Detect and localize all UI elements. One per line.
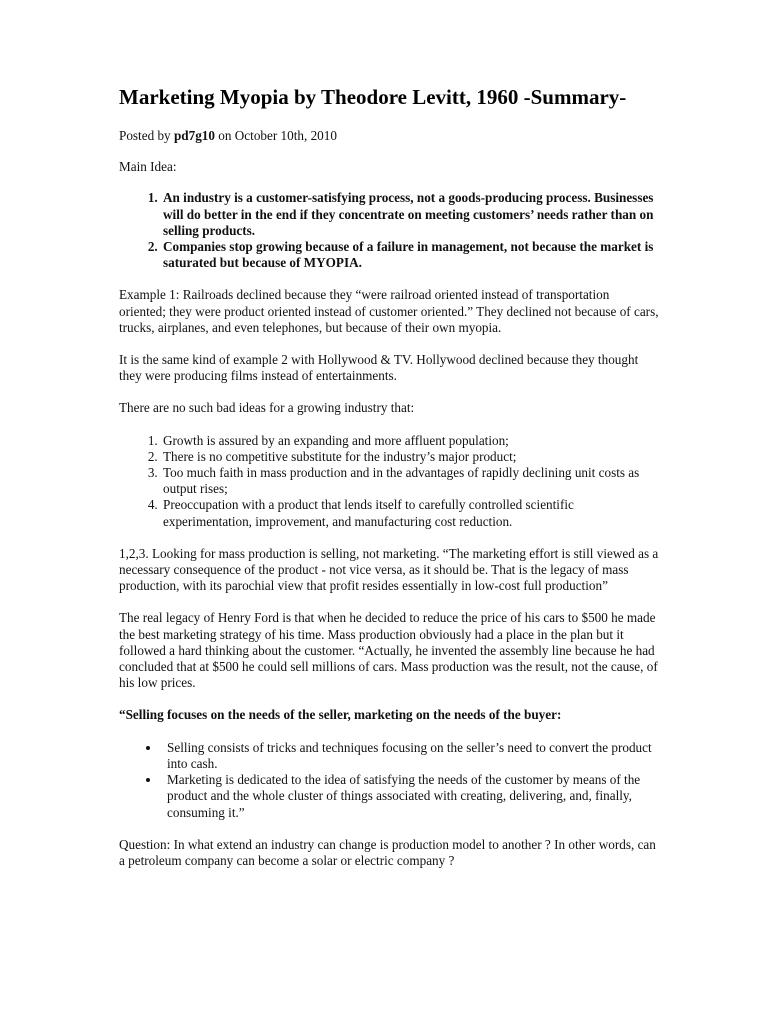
bad-idea-item: 4. Preoccupation with a product that lends itself to carefully controlled scientific experimentation, improvement, and manufacturing cost reduction. (161, 497, 659, 529)
bad-ideas-list (119, 433, 659, 530)
post-author: pd7g10 (173, 128, 215, 143)
question-paragraph: Question: In what extend an industry can change is production model to another ? In other words, can a petroleum company can become a solar or electric company ? (119, 836, 656, 868)
selling-item: • Marketing is dedicated to the idea of satisfying the needs of the customer by means of the product and the whole cluster of things associated with creating, delivering, and, finally, consuming it.” (161, 772, 659, 821)
main-idea-label: Main Idea: (119, 159, 177, 175)
main-idea-list (119, 190, 659, 271)
main-idea-item: 2. Companies stop growing because of a failure in management, not because the market is saturated but because of MYOPIA. (161, 239, 659, 271)
mass-production-paragraph: 1,2,3. Looking for mass production is selling, not marketing. “The marketing effort is still viewed as a necessary consequence of the product - not vice versa, as it should be. That is the legacy of mass production, with its parochial view that profit resides essentially in low-cost full production” (119, 545, 659, 594)
selling-list (119, 740, 659, 821)
bad-idea-item: 2. There is no competitive substitute for the industry’s major product; (161, 449, 659, 465)
bad-ideas-intro: There are no such bad ideas for a growing industry that: (119, 400, 415, 416)
post-meta-prefix: Posted by (119, 128, 174, 143)
selling-item: • Selling consists of tricks and techniques focusing on the seller’s need to convert the product into cash. (161, 740, 659, 772)
main-idea-item: 1. An industry is a customer-satisfying process, not a goods-producing process. Businesses will do better in the end if they concentrate on meeting customers’ needs rather than on selling products. (161, 190, 659, 239)
example-1-paragraph: Example 1: Railroads declined because they “were railroad oriented instead of transportation oriented; they were product oriented instead of customer oriented.” They declined not because of cars, trucks, airplanes, and even telephones, but because of their own myopia. (119, 287, 659, 335)
bad-idea-item: 1. Growth is assured by an expanding and more affluent population; (161, 433, 659, 449)
post-date: on October 10th, 2010 (215, 128, 337, 143)
example-2-paragraph: It is the same kind of example 2 with Hollywood & TV. Hollywood declined because they thought they were producing films instead of entertainments. (119, 352, 639, 384)
post-meta (119, 128, 659, 144)
bad-idea-item: 3. Too much faith in mass production and in the advantages of rapidly declining unit costs as output rises; (161, 465, 659, 497)
document-page (119, 84, 659, 885)
henry-ford-paragraph: The real legacy of Henry Ford is that when he decided to reduce the price of his cars to $500 he made the best marketing strategy of his time. Mass production obviously had a place in the plan but it followed a hard thinking about the customer. “Actually, he invented the assembly line because he had concluded that at $500 he could sell millions of cars. Mass production was the result, not the cause, of his low prices. (119, 610, 658, 691)
selling-heading: “Selling focuses on the needs of the seller, marketing on the needs of the buyer: (119, 707, 562, 723)
page-title: Marketing Myopia by Theodore Levitt, 1960 -Summary- (119, 85, 627, 109)
